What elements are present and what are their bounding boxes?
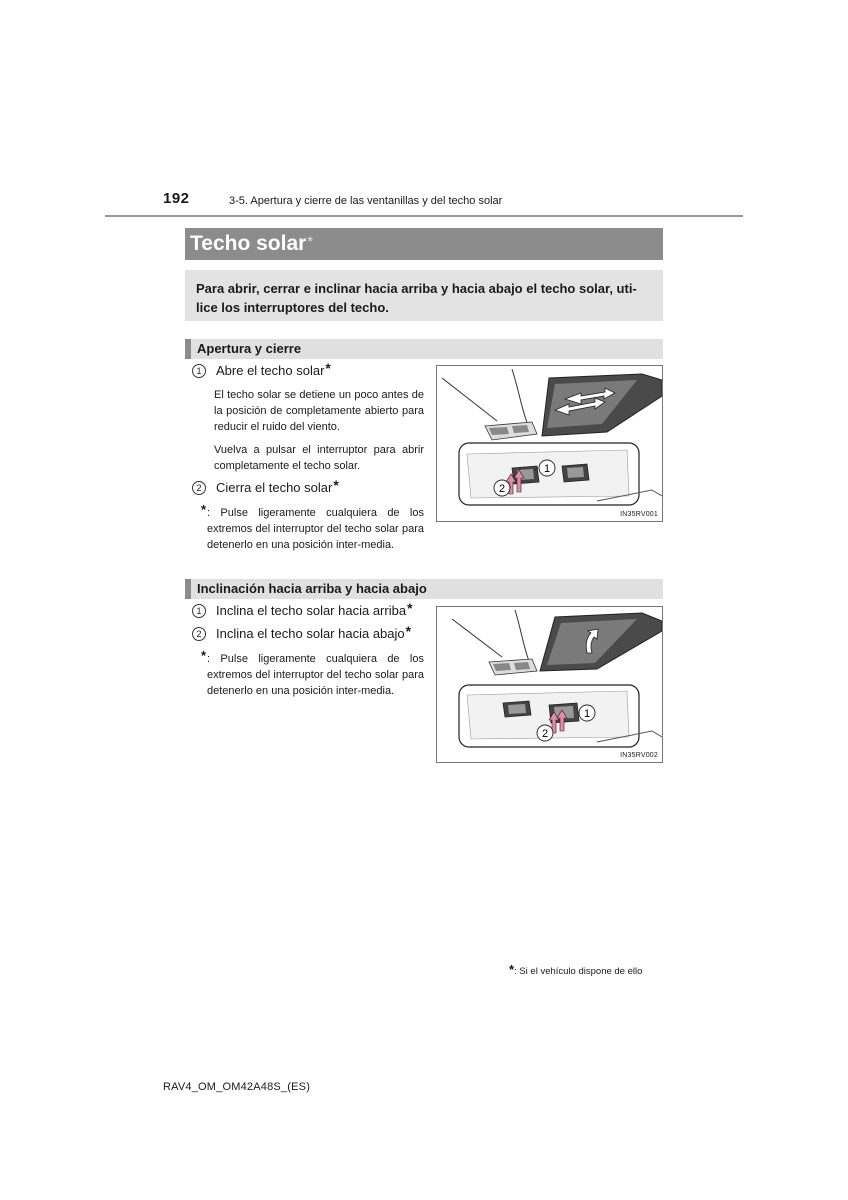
step-label: Cierra el techo solar	[216, 480, 333, 495]
step-asterisk: *	[325, 360, 331, 376]
footnote	[509, 962, 642, 977]
figure-code: IN35RV002	[620, 752, 658, 759]
title-asterisk: *	[307, 233, 313, 249]
page-title	[185, 228, 663, 260]
step-open	[192, 360, 331, 379]
callout-2: 2	[498, 483, 506, 495]
figure-tilt	[436, 606, 663, 763]
note-text	[207, 505, 424, 553]
callout-1: 1	[543, 463, 551, 475]
section-heading-text: Inclinación hacia arriba y hacia abajo	[197, 581, 427, 596]
step-number: 1	[192, 364, 206, 378]
note-text-content: : Pulse ligeramente cualquiera de los extremos del interruptor del techo solar para detenerlo en una posición inter-media.	[207, 653, 424, 697]
step-number: 1	[192, 604, 206, 618]
note-asterisk: *	[201, 648, 207, 663]
note-text	[207, 651, 424, 699]
step-number: 2	[192, 481, 206, 495]
header-rule	[105, 215, 743, 217]
running-header: 3-5. Apertura y cierre de las ventanillas y del techo solar	[229, 195, 503, 207]
footnote-text: : Si el vehículo dispone de ello	[514, 966, 643, 977]
step-asterisk: *	[407, 600, 413, 616]
illustration-open-close	[437, 366, 662, 521]
section-heading-text: Apertura y cierre	[197, 341, 302, 356]
document-footer: RAV4_OM_OM42A48S_(ES)	[163, 1081, 311, 1093]
section-heading-apertura	[185, 339, 663, 359]
figure-open-close	[436, 365, 663, 522]
step-number: 2	[192, 627, 206, 641]
intro-text: Para abrir, cerrar e inclinar hacia arriba y hacia abajo el techo solar, uti-lice los interruptores del techo.	[196, 281, 637, 315]
callout-1: 1	[583, 708, 591, 720]
page-number: 192	[163, 190, 190, 207]
footnote-asterisk: *	[509, 962, 515, 977]
paragraph-stop-before: El techo solar se detiene un poco antes de la posición de completamente abierto para reducir el ruido del viento.	[214, 389, 424, 433]
illustration-tilt	[437, 607, 662, 762]
note-text-content: : Pulse ligeramente cualquiera de los extremos del interruptor del techo solar para detenerlo en una posición inter-media.	[207, 507, 424, 551]
intro-box	[185, 270, 663, 321]
step-label: Inclina el techo solar hacia arriba	[216, 603, 407, 618]
note-asterisk: *	[201, 502, 207, 517]
figure-code: IN35RV001	[620, 511, 658, 518]
step-close	[192, 477, 339, 496]
step-asterisk: *	[333, 477, 339, 493]
section-heading-inclinacion	[185, 579, 663, 599]
callout-2: 2	[541, 728, 549, 740]
step-asterisk: *	[405, 623, 412, 639]
step-label: Inclina el techo solar hacia abajo	[216, 626, 405, 641]
page-title-text: Techo solar	[190, 232, 307, 255]
step-tilt-down	[192, 623, 412, 642]
step-tilt-up	[192, 600, 413, 619]
paragraph-press-again: Vuelva a pulsar el interruptor para abrir completamente el techo solar.	[214, 444, 424, 472]
step-label: Abre el techo solar	[216, 363, 325, 378]
